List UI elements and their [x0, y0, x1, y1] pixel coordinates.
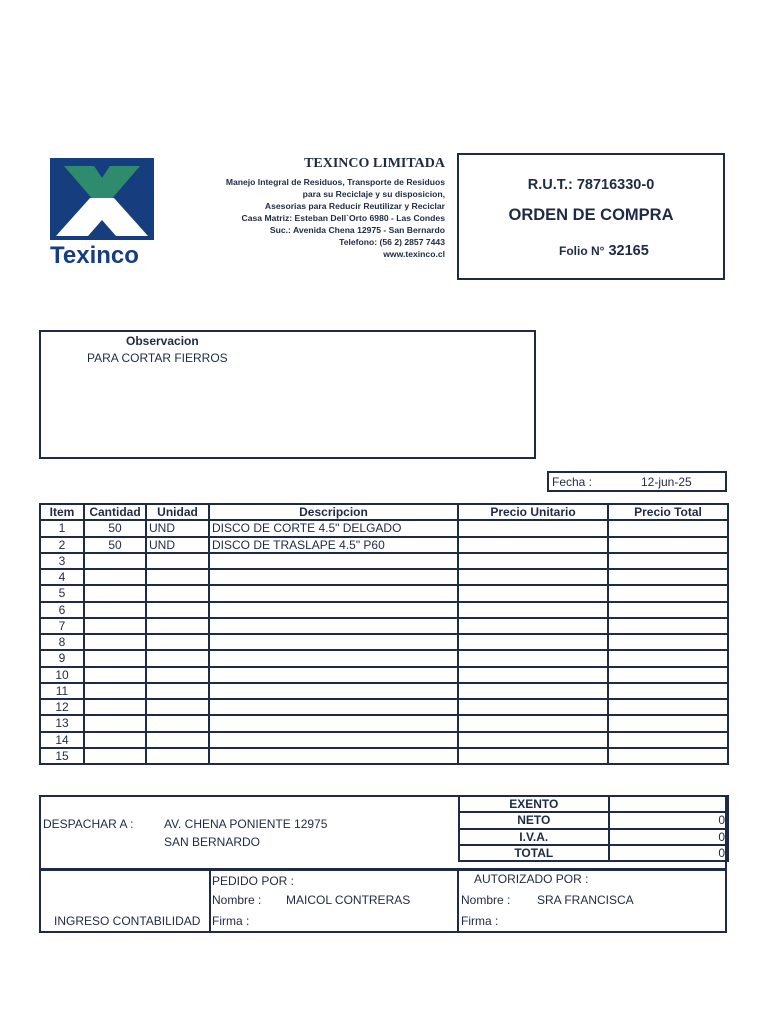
cell-precio-total — [608, 715, 728, 731]
cell-cantidad: 50 — [84, 537, 146, 553]
cell-unidad — [146, 650, 209, 666]
table-row — [40, 537, 728, 553]
cell-precio-total — [608, 699, 728, 715]
totals-label: NETO — [459, 812, 609, 828]
cell-precio-unitario — [458, 634, 608, 650]
company-line: para su Reciclaje y su disposicion, — [302, 189, 445, 199]
cell-precio-total — [608, 537, 728, 553]
cell-precio-unitario — [458, 602, 608, 618]
cell-precio-unitario — [458, 537, 608, 553]
totals-row — [459, 812, 728, 828]
cell-cantidad — [84, 732, 146, 748]
cell-unidad — [146, 732, 209, 748]
cell-precio-total — [608, 520, 728, 536]
table-row — [40, 569, 728, 585]
cell-unidad: UND — [146, 537, 209, 553]
cell-item: 12 — [40, 699, 84, 715]
table-row — [40, 650, 728, 666]
table-row — [40, 683, 728, 699]
folio-label: Folio N° — [559, 244, 605, 258]
items-table — [39, 503, 729, 765]
cell-descripcion — [209, 602, 458, 618]
totals-row — [459, 845, 728, 861]
cell-descripcion — [209, 732, 458, 748]
table-row — [40, 667, 728, 683]
observation-text: PARA CORTAR FIERROS — [87, 351, 228, 365]
cell-item: 5 — [40, 585, 84, 601]
cell-item: 3 — [40, 553, 84, 569]
cell-cantidad: 50 — [84, 520, 146, 536]
table-header-row — [40, 504, 728, 520]
divider — [457, 871, 459, 931]
ordered-by-name: MAICOL CONTRERAS — [286, 893, 411, 907]
totals-label: EXENTO — [459, 796, 609, 812]
totals-value: 0 — [609, 829, 728, 845]
col-header-cantidad: Cantidad — [84, 504, 146, 520]
col-header-descripcion: Descripcion — [209, 504, 458, 520]
totals-block — [458, 795, 729, 870]
date-label: Fecha : — [552, 475, 593, 489]
cell-cantidad — [84, 650, 146, 666]
cell-precio-total — [608, 634, 728, 650]
cell-unidad — [146, 585, 209, 601]
totals-row — [459, 829, 728, 845]
cell-unidad — [146, 634, 209, 650]
cell-cantidad — [84, 569, 146, 585]
cell-precio-total — [608, 748, 728, 764]
cell-descripcion — [209, 553, 458, 569]
table-row — [40, 732, 728, 748]
cell-precio-unitario — [458, 715, 608, 731]
cell-item: 15 — [40, 748, 84, 764]
cell-cantidad — [84, 683, 146, 699]
cell-precio-unitario — [458, 520, 608, 536]
cell-unidad — [146, 553, 209, 569]
col-header-precio-unitario: Precio Unitario — [458, 504, 608, 520]
cell-precio-total — [608, 569, 728, 585]
date-value: 12-jun-25 — [641, 475, 692, 489]
logo-x-icon — [50, 158, 154, 240]
cell-cantidad — [84, 699, 146, 715]
totals-label: I.V.A. — [459, 829, 609, 845]
authorized-by-label: AUTORIZADO POR : — [474, 872, 589, 886]
cell-cantidad — [84, 585, 146, 601]
cell-item: 2 — [40, 537, 84, 553]
cell-item: 7 — [40, 618, 84, 634]
company-logo — [50, 158, 154, 268]
folio-number: 32165 — [608, 243, 649, 259]
cell-cantidad — [84, 634, 146, 650]
divider — [209, 871, 211, 931]
cell-item: 4 — [40, 569, 84, 585]
col-header-precio-total: Precio Total — [608, 504, 728, 520]
cell-item: 11 — [40, 683, 84, 699]
table-row — [40, 715, 728, 731]
dispatch-address-line2: SAN BERNARDO — [164, 835, 261, 849]
cell-unidad — [146, 699, 209, 715]
cell-descripcion — [209, 569, 458, 585]
cell-descripcion — [209, 667, 458, 683]
cell-precio-total — [608, 650, 728, 666]
cell-item: 1 — [40, 520, 84, 536]
cell-item: 6 — [40, 602, 84, 618]
company-line: Casa Matriz: Esteban Dell`Orto 6980 - Las Condes — [241, 213, 445, 223]
cell-precio-unitario — [458, 667, 608, 683]
table-row — [40, 602, 728, 618]
cell-item: 14 — [40, 732, 84, 748]
dispatch-label: DESPACHAR A : — [43, 817, 134, 831]
totals-value — [609, 796, 728, 812]
observation-label: Observacion — [126, 334, 199, 348]
company-line: Suc.: Avenida Chena 12975 - San Bernardo — [269, 225, 445, 235]
cell-descripcion — [209, 715, 458, 731]
cell-unidad — [146, 569, 209, 585]
cell-item: 8 — [40, 634, 84, 650]
cell-precio-total — [608, 618, 728, 634]
table-row — [40, 699, 728, 715]
totals-row — [459, 796, 728, 812]
cell-precio-total — [608, 602, 728, 618]
cell-descripcion: DISCO DE CORTE 4.5" DELGADO — [209, 520, 458, 536]
cell-descripcion: DISCO DE TRASLAPE 4.5" P60 — [209, 537, 458, 553]
table-row — [40, 748, 728, 764]
document-title: ORDEN DE COMPRA — [508, 206, 674, 224]
cell-unidad: UND — [146, 520, 209, 536]
table-row — [40, 520, 728, 536]
logo-mark — [50, 158, 154, 240]
cell-item: 9 — [40, 650, 84, 666]
authorized-by-name-label: Nombre : — [461, 893, 511, 907]
company-line: Telefono: (56 2) 2857 7443 — [339, 237, 445, 247]
cell-descripcion — [209, 634, 458, 650]
cell-precio-total — [608, 732, 728, 748]
cell-precio-unitario — [458, 569, 608, 585]
cell-precio-unitario — [458, 618, 608, 634]
table-row — [40, 585, 728, 601]
observation-box — [39, 330, 536, 459]
authorized-by-name: SRA FRANCISCA — [537, 893, 634, 907]
cell-descripcion — [209, 618, 458, 634]
cell-descripcion — [209, 699, 458, 715]
totals-label: TOTAL — [459, 845, 609, 861]
cell-precio-unitario — [458, 553, 608, 569]
totals-value: 0 — [609, 812, 728, 828]
cell-unidad — [146, 667, 209, 683]
cell-precio-unitario — [458, 732, 608, 748]
cell-unidad — [146, 618, 209, 634]
table-row — [40, 553, 728, 569]
ordered-by-label: PEDIDO POR : — [212, 874, 295, 888]
date-box — [547, 471, 727, 492]
authorized-by-signature-label: Firma : — [461, 914, 499, 928]
cell-precio-total — [608, 585, 728, 601]
dispatch-section — [39, 795, 727, 870]
col-header-item: Item — [40, 504, 84, 520]
cell-item: 10 — [40, 667, 84, 683]
cell-cantidad — [84, 667, 146, 683]
cell-cantidad — [84, 553, 146, 569]
cell-precio-total — [608, 667, 728, 683]
logo-wordmark: Texinco — [50, 242, 139, 269]
company-info — [200, 156, 445, 260]
company-line: Asesorias para Reducir Reutilizar y Reciclar — [264, 201, 445, 211]
cell-cantidad — [84, 618, 146, 634]
ordered-by-signature-label: Firma : — [212, 914, 250, 928]
cell-descripcion — [209, 650, 458, 666]
accounting-entry-label: INGRESO CONTABILIDAD — [54, 914, 201, 928]
col-header-unidad: Unidad — [146, 504, 209, 520]
cell-cantidad — [84, 748, 146, 764]
cell-precio-unitario — [458, 650, 608, 666]
cell-cantidad — [84, 602, 146, 618]
cell-descripcion — [209, 748, 458, 764]
cell-precio-unitario — [458, 683, 608, 699]
company-line: Manejo Integral de Residuos, Transporte de Residuos — [225, 177, 445, 187]
cell-unidad — [146, 748, 209, 764]
table-row — [40, 634, 728, 650]
cell-precio-unitario — [458, 699, 608, 715]
cell-precio-total — [608, 553, 728, 569]
company-website: www.texinco.cl — [383, 249, 445, 259]
company-name: TEXINCO LIMITADA — [304, 156, 445, 171]
cell-descripcion — [209, 683, 458, 699]
dispatch-address-line1: AV. CHENA PONIENTE 12975 — [164, 817, 328, 831]
cell-unidad — [146, 602, 209, 618]
cell-descripcion — [209, 585, 458, 601]
cell-cantidad — [84, 715, 146, 731]
ordered-by-name-label: Nombre : — [212, 893, 262, 907]
cell-item: 13 — [40, 715, 84, 731]
table-row — [40, 618, 728, 634]
folio — [559, 243, 649, 259]
totals-value: 0 — [609, 845, 728, 861]
cell-unidad — [146, 715, 209, 731]
rut-number: R.U.T.: 78716330-0 — [527, 177, 655, 193]
cell-precio-total — [608, 683, 728, 699]
cell-unidad — [146, 683, 209, 699]
cell-precio-unitario — [458, 748, 608, 764]
signature-section — [39, 869, 727, 933]
cell-precio-unitario — [458, 585, 608, 601]
order-header-box — [457, 153, 725, 280]
totals-table — [458, 795, 729, 862]
